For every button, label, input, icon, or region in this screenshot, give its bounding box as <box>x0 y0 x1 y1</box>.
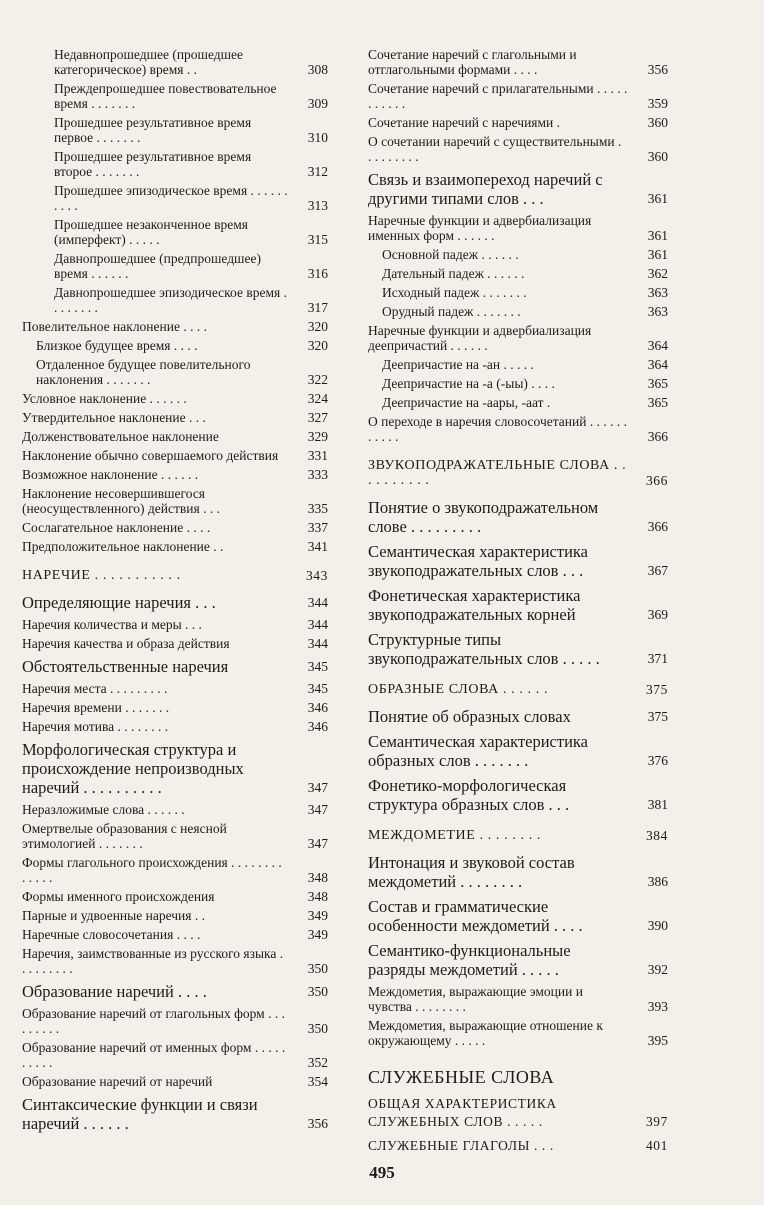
toc-entry <box>368 1018 668 1048</box>
toc-entry-page: 320 <box>307 319 328 334</box>
toc-entry <box>368 323 668 353</box>
toc-entry-page: 347 <box>307 836 328 851</box>
toc-left-column <box>22 47 328 1138</box>
toc-entry <box>368 853 668 891</box>
toc-entry-title: Наречия количества и меры . . . <box>22 617 202 632</box>
toc-entry <box>368 984 668 1014</box>
toc-entry <box>22 1095 328 1133</box>
toc-entry-title: Долженствовательное наклонение <box>22 429 219 444</box>
toc-entry-page: 329 <box>307 429 328 444</box>
toc-entry-page: 348 <box>307 889 328 904</box>
toc-entry <box>368 115 668 130</box>
toc-entry-page: 392 <box>647 962 668 977</box>
toc-entry-page: 350 <box>307 984 328 999</box>
toc-entry-page: 366 <box>647 519 668 534</box>
toc-entry <box>22 47 328 77</box>
toc-entry-page: 315 <box>307 232 328 247</box>
page-number: 495 <box>369 1163 395 1182</box>
toc-entry-title: Образование наречий от наречий <box>22 1074 213 1089</box>
toc-entry-title: Сочетание наречий с глагольными и отглагольными формами . . . . <box>368 47 577 77</box>
toc-entry-title: Семантико-функциональные разряды междометий . . . . . <box>368 941 571 979</box>
toc-entry-page: 349 <box>307 908 328 923</box>
toc-entry-page: 312 <box>307 164 328 179</box>
toc-entry <box>22 617 328 632</box>
toc-entry-page: 324 <box>307 391 328 406</box>
toc-entry-title: Состав и грамматические особенности междометий . . . . <box>368 897 583 935</box>
toc-entry <box>22 568 328 583</box>
toc-entry <box>22 319 328 334</box>
toc-entry <box>368 498 668 536</box>
toc-entry-page: 348 <box>307 870 328 885</box>
toc-entry-page: 361 <box>647 228 668 243</box>
toc-entry-page: 366 <box>645 473 668 488</box>
toc-entry-page: 350 <box>307 1021 328 1036</box>
toc-entry-title: Фонетико-морфологическая структура образных слов . . . <box>368 776 570 814</box>
toc-entry-title: Наречные функции и адвербиализация деепричастий . . . . . . <box>368 323 592 353</box>
toc-entry-page: 393 <box>647 999 668 1014</box>
toc-entry-page: 352 <box>307 1055 328 1070</box>
toc-entry-title: Образование наречий . . . . <box>22 982 207 1001</box>
toc-entry-page: 371 <box>647 651 668 666</box>
toc-entry <box>368 542 668 580</box>
toc-entry <box>22 681 328 696</box>
toc-entry-title: Связь и взаимопереход наречий с другими типами слов . . . <box>368 170 603 208</box>
toc-entry-title: Повелительное наклонение . . . . <box>22 319 207 334</box>
toc-entry-page: 337 <box>307 520 328 535</box>
toc-entry-title: Дательный падеж . . . . . . <box>382 266 525 281</box>
toc-entry-page: 376 <box>647 753 668 768</box>
toc-entry-page: 341 <box>307 539 328 554</box>
toc-entry <box>22 908 328 923</box>
toc-entry-page: 310 <box>307 130 328 145</box>
toc-entry-title: Давнопрошедшее эпизодическое время . . . . . . . . <box>54 285 287 315</box>
toc-entry-page: 313 <box>307 198 328 213</box>
toc-entry <box>22 115 328 145</box>
toc-entry <box>22 217 328 247</box>
toc-entry <box>368 828 668 843</box>
toc-entry-page: 344 <box>307 636 328 651</box>
toc-entry-page: 331 <box>307 448 328 463</box>
toc-entry <box>22 520 328 535</box>
toc-entry-title: Преждепрошедшее повествовательное время . . . . . . . <box>54 81 277 111</box>
toc-entry-title: Прошедшее результативное время второе . . . . . . . <box>54 149 252 179</box>
toc-entry-page: 363 <box>647 304 668 319</box>
toc-entry-title: Недавнопрошедшее (прошедшее категорическое) время . . <box>54 47 244 77</box>
toc-entry-page: 317 <box>307 300 328 315</box>
toc-entry-page: 397 <box>645 1114 668 1129</box>
toc-entry <box>22 657 328 676</box>
toc-entry <box>368 414 668 444</box>
toc-entry-title: Определяющие наречия . . . <box>22 593 216 612</box>
toc-entry-title: Утвердительное наклонение . . . <box>22 410 206 425</box>
toc-entry <box>368 247 668 262</box>
toc-entry <box>368 586 668 624</box>
toc-entry-page: 344 <box>307 617 328 632</box>
toc-entry-title: Наречия места . . . . . . . . . <box>22 681 168 696</box>
toc-entry <box>368 395 668 410</box>
toc-entry-title: Наклонение обычно совершаемого действия <box>22 448 279 463</box>
toc-entry-page: 350 <box>307 961 328 976</box>
toc-entry-title: НАРЕЧИЕ . . . . . . . . . . . <box>22 568 181 583</box>
toc-entry-page: 363 <box>647 285 668 300</box>
toc-entry <box>368 458 668 488</box>
toc-entry-title: Наречные функции и адвербиализация именных форм . . . . . . <box>368 213 592 243</box>
toc-entry <box>368 897 668 935</box>
toc-entry-page: 381 <box>647 797 668 812</box>
toc-entry <box>368 134 668 164</box>
toc-entry-page: 359 <box>647 96 668 111</box>
toc-entry <box>22 719 328 734</box>
toc-entry-page: 343 <box>305 568 328 583</box>
toc-entry <box>22 251 328 281</box>
toc-entry <box>22 429 328 444</box>
toc-entry <box>22 889 328 904</box>
toc-entry-page: 390 <box>647 918 668 933</box>
toc-entry <box>368 376 668 391</box>
toc-entry-title: Сослагательное наклонение . . . . <box>22 520 211 535</box>
toc-entry-title: Наклонение несовершившегося (неосуществленного) действия . . . <box>22 486 220 516</box>
toc-entry-page: 316 <box>307 266 328 281</box>
toc-entry-title: СЛУЖЕБНЫЕ СЛОВА <box>368 1067 555 1087</box>
toc-entry-page: 367 <box>647 563 668 578</box>
toc-entry-page: 356 <box>307 1116 328 1131</box>
toc-entry-title: Возможное наклонение . . . . . . <box>22 467 199 482</box>
toc-entry-page: 364 <box>647 357 668 372</box>
toc-entry <box>22 338 328 353</box>
toc-entry <box>22 486 328 516</box>
toc-entry-title: ОБЩАЯ ХАРАКТЕРИСТИКА СЛУЖЕБНЫХ СЛОВ . . . . . <box>368 1096 557 1129</box>
toc-entry-title: ОБРАЗНЫЕ СЛОВА . . . . . . <box>368 682 549 697</box>
toc-entry-title: О сочетании наречий с существительными . . . . . . . . . <box>368 134 622 164</box>
toc-entry-title: Междометия, выражающие эмоции и чувства . . . . . . . . <box>368 984 583 1014</box>
toc-entry-title: Семантическая характеристика образных слов . . . . . . . <box>368 732 589 770</box>
toc-entry-page: 346 <box>307 719 328 734</box>
toc-entry <box>22 1006 328 1036</box>
toc-entry-title: Наречия качества и образа действия <box>22 636 230 651</box>
toc-entry <box>22 357 328 387</box>
toc-entry-page: 360 <box>647 149 668 164</box>
toc-entry-title: Синтаксические функции и связи наречий . . . . . . <box>22 1095 258 1133</box>
toc-entry <box>22 410 328 425</box>
toc-entry-title: Прошедшее результативное время первое . . . . . . . <box>54 115 252 145</box>
toc-entry-page: 366 <box>647 429 668 444</box>
toc-entry-page: 361 <box>647 191 668 206</box>
toc-entry-title: МЕЖДОМЕТИЕ . . . . . . . . <box>368 828 542 843</box>
toc-entry-page: 375 <box>647 709 668 724</box>
toc-entry-title: СЛУЖЕБНЫЕ ГЛАГОЛЫ . . . <box>368 1138 554 1153</box>
toc-entry <box>368 941 668 979</box>
toc-entry-title: Деепричастие на -а (-ыы) . . . . <box>382 376 555 391</box>
toc-entry <box>22 593 328 612</box>
toc-entry <box>22 740 328 797</box>
toc-entry-title: Давнопрошедшее (предпрошедшее) время . . . . . . <box>54 251 261 281</box>
toc-entry-page: 344 <box>307 595 328 610</box>
toc-entry-page: 327 <box>307 410 328 425</box>
toc-entry-page: 384 <box>645 828 668 843</box>
toc-entry-page: 360 <box>647 115 668 130</box>
toc-entry-page: 345 <box>307 659 328 674</box>
toc-entry-page: 333 <box>307 467 328 482</box>
toc-entry <box>22 183 328 213</box>
toc-entry-title: Морфологическая структура и происхождение непроизводных наречий . . . . . . . . . . <box>22 740 244 797</box>
toc-entry-page: 364 <box>647 338 668 353</box>
toc-entry-title: Условное наклонение . . . . . . <box>22 391 187 406</box>
toc-entry-page: 354 <box>307 1074 328 1089</box>
toc-entry-title: Исходный падеж . . . . . . . <box>382 285 527 300</box>
toc-entry-title: ЗВУКОПОДРАЖАТЕЛЬНЫЕ СЛОВА . . . . . . . . . . <box>368 458 627 488</box>
toc-entry-title: Деепричастие на -ан . . . . . <box>382 357 534 372</box>
toc-entry-page: 362 <box>647 266 668 281</box>
toc-entry-page: 347 <box>307 802 328 817</box>
toc-entry <box>22 802 328 817</box>
toc-entry <box>22 636 328 651</box>
toc-entry <box>22 467 328 482</box>
toc-entry-page: 369 <box>647 607 668 622</box>
toc-entry-title: Формы глагольного происхождения . . . . . . . . . . . . . <box>22 855 282 885</box>
toc-entry-title: Формы именного происхождения <box>22 889 215 904</box>
toc-entry <box>368 776 668 814</box>
toc-entry-title: Наречия, заимствованные из русского языка . . . . . . . . . <box>22 946 284 976</box>
toc-entry-page: 361 <box>647 247 668 262</box>
toc-entry-page: 347 <box>307 780 328 795</box>
toc-entry-title: Прошедшее эпизодическое время . . . . . . . . . . <box>54 183 288 213</box>
toc-entry <box>22 1040 328 1070</box>
toc-entry-title: Наречия мотива . . . . . . . . <box>22 719 169 734</box>
toc-entry-page: 365 <box>647 376 668 391</box>
toc-entry-title: Парные и удвоенные наречия . . <box>22 908 205 923</box>
toc-entry <box>368 47 668 77</box>
toc-entry-title: Сочетание наречий с прилагательными . . . . . . . . . . . <box>368 81 628 111</box>
toc-entry-title: Фонетическая характеристика звукоподражательных корней <box>368 586 581 624</box>
toc-entry <box>368 357 668 372</box>
toc-entry <box>368 707 668 726</box>
toc-entry <box>368 682 668 697</box>
toc-entry <box>22 81 328 111</box>
toc-entry-page: 320 <box>307 338 328 353</box>
toc-entry-page: 375 <box>645 682 668 697</box>
toc-entry-title: Обстоятельственные наречия <box>22 657 229 676</box>
toc-entry-title: Отдаленное будущее повелительного наклонения . . . . . . . <box>36 357 251 387</box>
toc-entry <box>22 982 328 1001</box>
toc-entry <box>22 821 328 851</box>
toc-entry-title: Близкое будущее время . . . . <box>36 338 198 353</box>
toc-entry <box>368 1067 668 1087</box>
toc-entry-title: Сочетание наречий с наречиями . <box>368 115 561 130</box>
toc-entry-title: Междометия, выражающие отношение к окружающему . . . . . <box>368 1018 603 1048</box>
toc-entry <box>22 946 328 976</box>
toc-entry <box>22 1074 328 1089</box>
toc-entry <box>22 700 328 715</box>
toc-entry-title: О переходе в наречия словосочетаний . . . . . . . . . . . <box>368 414 627 444</box>
toc-entry-title: Семантическая характеристика звукоподражательных слов . . . <box>368 542 589 580</box>
toc-entry-title: Наречные словосочетания . . . . <box>22 927 201 942</box>
toc-right-column <box>368 47 668 1161</box>
toc-entry <box>22 448 328 463</box>
toc-entry-page: 335 <box>307 501 328 516</box>
toc-entry <box>22 285 328 315</box>
toc-entry <box>368 630 668 668</box>
toc-entry <box>368 1095 668 1131</box>
toc-entry <box>22 927 328 942</box>
toc-entry-page: 309 <box>307 96 328 111</box>
toc-entry-page: 349 <box>307 927 328 942</box>
toc-entry-title: Интонация и звуковой состав междометий . . . . . . . . <box>368 853 575 891</box>
toc-entry <box>368 285 668 300</box>
toc-entry <box>368 170 668 208</box>
toc-entry-page: 356 <box>647 62 668 77</box>
toc-entry <box>368 266 668 281</box>
toc-entry-title: Понятие об образных словах <box>368 707 571 726</box>
toc-entry-title: Образование наречий от именных форм . . . . . . . . . . <box>22 1040 286 1070</box>
toc-entry-title: Понятие о звукоподражательном слове . . . . . . . . . <box>368 498 599 536</box>
toc-entry-title: Деепричастие на -аары, -аат . <box>382 395 551 410</box>
toc-entry <box>22 149 328 179</box>
toc-entry <box>22 855 328 885</box>
toc-entry <box>368 304 668 319</box>
toc-entry-page: 308 <box>307 62 328 77</box>
toc-entry-page: 365 <box>647 395 668 410</box>
toc-entry-page: 322 <box>307 372 328 387</box>
toc-entry-page: 386 <box>647 874 668 889</box>
toc-entry-title: Омертвелые образования с неясной этимологией . . . . . . . <box>22 821 227 851</box>
toc-entry-title: Наречия времени . . . . . . . <box>22 700 170 715</box>
toc-entry <box>368 1137 668 1155</box>
toc-entry-page: 345 <box>307 681 328 696</box>
toc-entry <box>22 539 328 554</box>
toc-entry-title: Неразложимые слова . . . . . . <box>22 802 185 817</box>
toc-entry <box>368 81 668 111</box>
toc-entry-title: Основной падеж . . . . . . <box>382 247 519 262</box>
toc-entry-title: Структурные типы звукоподражательных слов . . . . . <box>368 630 600 668</box>
toc-entry-title: Образование наречий от глагольных форм . . . . . . . . . <box>22 1006 285 1036</box>
toc-entry <box>22 391 328 406</box>
toc-entry-page: 346 <box>307 700 328 715</box>
toc-entry-title: Прошедшее незаконченное время (имперфект) . . . . . <box>54 217 249 247</box>
toc-entry-page: 395 <box>647 1033 668 1048</box>
toc-entry <box>368 732 668 770</box>
toc-entry <box>368 213 668 243</box>
toc-entry-page: 401 <box>645 1138 668 1153</box>
toc-entry-title: Орудный падеж . . . . . . . <box>382 304 521 319</box>
toc-entry-title: Предположительное наклонение . . <box>22 539 224 554</box>
